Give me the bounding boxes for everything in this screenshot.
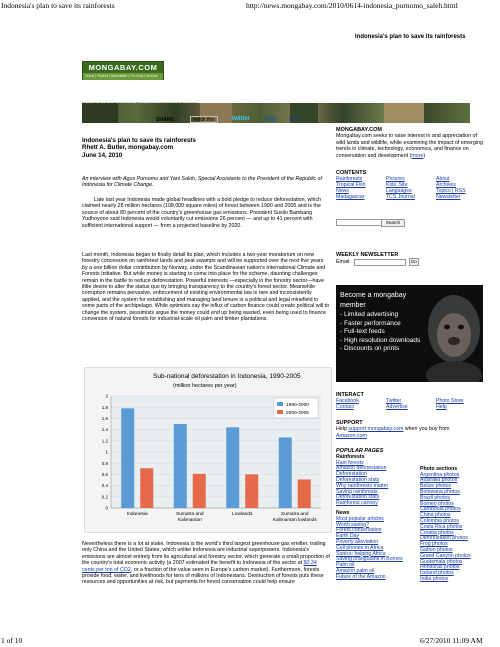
interact-link[interactable]: Help <box>436 404 447 411</box>
chart-title: Sub-national deforestation in Indonesia, 1990-2005 <box>153 373 301 380</box>
news-link[interactable]: Worth saving? <box>336 521 370 528</box>
photo-section-link[interactable]: Gabon photos <box>420 546 453 553</box>
ad-line: - Limited advertising <box>340 311 399 318</box>
interact-link[interactable]: Advertise <box>386 404 408 411</box>
x-category-label: Sumatra and <box>281 512 309 517</box>
sidebar-popular <box>336 449 486 583</box>
contents-link[interactable]: Archives <box>436 182 456 189</box>
header-title: Indonesia's plan to save its rainforests <box>355 34 466 40</box>
rainforest-link[interactable]: Why rainforests matter <box>336 482 389 489</box>
rainforest-link[interactable]: Deforestation stats <box>336 476 380 483</box>
rainforest-link[interactable]: Deforestation <box>336 471 367 478</box>
contents-link[interactable]: News <box>336 188 349 195</box>
popular-title: POPULAR PAGES <box>336 448 384 454</box>
photo-section-link[interactable]: Brazil photos <box>420 494 450 501</box>
photo-section-link[interactable]: Cambodia photos <box>420 506 461 513</box>
contents-link[interactable]: Rainforests <box>336 176 363 183</box>
member-ad[interactable] <box>336 285 483 382</box>
sidebar-support <box>336 420 486 439</box>
news-link[interactable]: Poverty alleviation <box>336 538 379 545</box>
article-header <box>82 137 330 159</box>
ad-line: - Faster performance <box>340 319 401 327</box>
interact-title: INTERACT <box>336 392 364 398</box>
reddit-button[interactable]: reddit this <box>190 116 218 123</box>
print-page-title: Indonesia's plan to save its rainforests <box>1 1 115 10</box>
y-tick-label: 1 <box>105 449 108 455</box>
y-tick-label: 0.6 <box>101 472 108 477</box>
about-text: Mongabay.com seeks to raise interest in and appreciation of wild lands and wildlife, while examining the impact of emerging trends in climate, technology, economics, and finance on conservation and development (more) <box>336 133 483 159</box>
y-tick-label: 0 <box>105 505 108 511</box>
rainforests-heading: Rainforests <box>336 453 365 460</box>
ad-line: - Full-text feeds <box>340 328 385 336</box>
print-timestamp: 6/27/2010 11:09 AM <box>420 636 483 645</box>
y-tick-label: 2 <box>105 393 108 399</box>
news-link[interactable]: Amazon palm oil <box>336 567 375 574</box>
carbon-price-link[interactable]: $0.34 cents per ton of CO2 <box>82 560 317 573</box>
newsletter-title: WEEKLY NEWSLETTER <box>336 252 399 258</box>
news-link[interactable]: Forest conservation <box>336 527 382 534</box>
y-tick-label: 0.4 <box>101 483 108 489</box>
photo-section-link[interactable]: Frog photos <box>420 541 448 548</box>
y-tick-label: 0.8 <box>101 460 108 466</box>
legend-swatch <box>277 402 283 406</box>
facebook-share-button[interactable]: f <box>181 116 183 122</box>
email-label: Email: <box>336 259 351 266</box>
rainforest-link[interactable]: Saving rainforests <box>336 488 378 495</box>
photo-section-link[interactable]: Argentina photos <box>420 471 460 478</box>
news-link[interactable]: Cell phones in Africa <box>336 544 384 551</box>
ad-line: - High resolution downloads <box>340 336 421 344</box>
interact-link[interactable]: Facebook <box>336 398 359 405</box>
logo-text: MONGABAY.COM <box>88 63 158 72</box>
contents-title: CONTENTS <box>336 170 367 176</box>
contents-link[interactable]: Kids' Site <box>386 182 408 189</box>
rainforest-link[interactable]: Amazon deforestation <box>336 465 387 472</box>
bar-1990-2000 <box>121 408 134 508</box>
ad-copy <box>340 291 430 354</box>
sidebar-interact <box>336 392 486 410</box>
news-link[interactable]: Earth Day <box>336 533 360 540</box>
photo-section-link[interactable]: China photos <box>420 512 451 519</box>
go-button[interactable]: Go <box>410 259 417 265</box>
interact-link[interactable]: Twitter <box>386 398 402 405</box>
amazon-link[interactable]: Amazon.com <box>336 432 367 439</box>
y-tick-label: 1.6 <box>101 416 108 421</box>
x-category-label: Lowlands <box>232 512 253 517</box>
photo-section-link[interactable]: Australia photos <box>420 477 458 484</box>
contents-link[interactable]: About <box>436 176 450 183</box>
share-label: SHARE: <box>156 117 176 123</box>
photo-section-link[interactable]: Grand Canyon photos <box>420 552 471 559</box>
support-text: Help support mongabay.com when you buy from <box>336 426 450 433</box>
news-link[interactable]: Sonics: helping Africa <box>336 550 386 557</box>
photo-section-link[interactable]: Croatia photos <box>420 529 454 536</box>
chart-svg <box>85 368 331 532</box>
rainforest-link[interactable]: Rain forests <box>336 459 364 466</box>
paragraph-3-text-b: , or a fraction of the value seen in Europe's carbon market). Furthermore, forests provide food, water, and livelihoods for tens of millions of Indonesians. Destruction of forests puts these resources and opportunities at risk, but payments for forest conservation could help ensure <box>82 566 324 586</box>
contents-link[interactable]: Pictures <box>386 176 405 183</box>
sidebar-contents <box>336 170 486 200</box>
article-paragraph-1: Late last year Indonesia made global headlines with a bold pledge to reduce deforestation, which claimed nearly 28 million hectares (108,000 square miles) of forest between 1990 and 2005 and is the source of about 80 percent of the country's greenhouse gas emissions. President Susilo Bambang Yudhoyono said Indonesia would voluntarily cut emissions 26 percent — and up to 41 percent with sufficient international support — from a projected baseline by 2020. <box>82 197 322 229</box>
y-tick-label: 1.2 <box>101 438 108 444</box>
print-button[interactable]: print <box>289 116 299 122</box>
y-tick-label: 1.4 <box>101 427 108 433</box>
email-field[interactable] <box>354 259 406 266</box>
photo-section-link[interactable]: Botswana photos <box>420 488 460 495</box>
contents-link[interactable]: Madagascar <box>336 194 365 201</box>
photo-section-link[interactable]: Colombia photos <box>420 517 459 524</box>
x-category-label: Kalimantan <box>177 518 202 523</box>
bar-2000-2005 <box>140 468 153 508</box>
article-byline: Rhett A. Butler, mongabay.com <box>82 144 174 152</box>
photo-section-link[interactable]: Deforestation photos <box>420 535 468 542</box>
rainforest-link[interactable]: Rainforest canopy <box>336 500 378 507</box>
interact-link[interactable]: Photo Store <box>436 398 464 405</box>
contents-link[interactable]: Tropical Fish <box>336 182 366 189</box>
photo-section-link[interactable]: Honduras photos <box>420 564 460 571</box>
digg-button[interactable]: digg <box>264 116 277 122</box>
popular-left-column <box>336 455 416 583</box>
rainforest-link[interactable]: Deforestation stats <box>336 494 380 501</box>
legend-swatch <box>277 410 283 414</box>
contents-link[interactable]: TCS Journal <box>386 194 415 201</box>
support-title: SUPPORT <box>336 420 363 426</box>
search-button[interactable]: Search <box>381 219 405 227</box>
bar-1990-2000 <box>279 437 292 508</box>
x-category-label: Indonesia <box>126 512 148 517</box>
x-category-label: Kalimantan lowlands <box>272 518 317 523</box>
primate-photo <box>424 285 483 382</box>
legend-label: 1990-2000 <box>286 403 309 408</box>
bar-2000-2005 <box>193 474 206 508</box>
sidebar-newsletter <box>336 252 486 266</box>
ad-line: Become a mongabay member <box>340 292 407 309</box>
article-intro: An interview with Agus Purnomo and Yani Saloh, Special Assistants to the President of the Republic of Indonesia for Climate Change. <box>82 176 322 189</box>
bar-2000-2005 <box>298 479 311 508</box>
article-headline: Indonesia's plan to save its rainforests <box>82 137 196 144</box>
y-tick-label: 1.8 <box>101 404 108 410</box>
photo-sections-heading: Photo sections <box>420 465 458 472</box>
contents-link[interactable]: Topics | RSS <box>436 188 466 195</box>
article-date: June 14, 2010 <box>82 151 123 159</box>
ad-line: - Discounts on prints <box>340 345 400 353</box>
news-heading: News <box>336 509 350 516</box>
legend-label: 2000-2005 <box>286 411 309 416</box>
contents-grid <box>336 176 486 200</box>
photo-section-link[interactable]: Belize photos <box>420 483 452 490</box>
bar-2000-2005 <box>245 474 258 508</box>
photo-section-link[interactable]: Iceland photos <box>420 570 454 577</box>
article-paragraph-3 <box>82 541 330 586</box>
y-tick-label: 0.2 <box>101 494 108 500</box>
photo-section-link[interactable]: Borneo photos <box>420 500 454 507</box>
x-category-label: Sumatra and <box>176 512 204 517</box>
news-link[interactable]: Saving orangutans in Borneo <box>336 556 403 563</box>
photo-links <box>420 473 486 583</box>
photo-section-link[interactable]: India photos <box>420 575 449 582</box>
contents-link[interactable]: Languages <box>386 188 412 195</box>
news-links <box>336 517 416 581</box>
contents-link[interactable]: Newsletter <box>436 194 461 201</box>
photo-section-link[interactable]: Guatemala photos <box>420 558 463 565</box>
logo-nav[interactable]: Home | Photos | Newsletter | For Kids | Archive <box>83 73 163 80</box>
popular-right-column <box>420 467 486 583</box>
paragraph-3-text-a: Nevertheless there is a lot at stake. Indonesia is the world's third largest greenhouse gas emitter, trailing only China and the United States, which unlike Indonesia are industrial superpowers. Indonesia's emissions are almost entirely from its agricultural and forestry sector, which generate a small proportion of the country's total economic activity (a 2007 estimated the benefit to Indonesia of the sector at <box>82 541 330 567</box>
sidebar-about <box>336 127 486 159</box>
about-title: MONGABAY.COM <box>336 127 382 133</box>
interact-link[interactable]: Contact <box>336 404 354 411</box>
support-link[interactable]: support mongabay.com <box>348 426 404 433</box>
print-url: http://news.mongabay.com/2010/0614-indonesia_purnomo_saleh.html <box>246 1 458 10</box>
about-more-link[interactable]: more <box>411 152 424 159</box>
news-link[interactable]: Most popular articles <box>336 515 384 522</box>
rainforest-links <box>336 461 416 507</box>
news-link[interactable]: Palm oil <box>336 562 355 569</box>
article-paragraph-2: Last month, Indonesia began to finally detail its plan, which includes a two-year moratorium on new forestry concession on rainforest lands and peat swamps and will be supported over the next five years by a one billion dollar contribution by Norway, under the Scandinavian nation's International Climate and Forests Initiative. But while money is starting to come into place for the scheme, daunting challenges remain in the battle to reduce deforestation. Powerful interests —especially in the forestry sector—have little desire to alter the status quo by bringing transparency to the country's forest sector. Meanwhile corruption remains pervasive, enforcement of existing environmental law is rare and inconsistently applied, and the system for establishing and managing land tenure is a political and legal minefield in some parts of the archipelago. While optimists say the influx of carbon finance could create political will to change the system, pessimists argue the money could end up being wasted, even being used to finance conversion of natural forests for industrial-scale oil palm and timber plantations. <box>82 252 330 323</box>
chart-subtitle: (million hectares per year) <box>173 383 237 389</box>
bar-1990-2000 <box>226 427 239 508</box>
mongabay-logo[interactable] <box>82 61 164 80</box>
interact-grid <box>336 398 486 410</box>
news-link[interactable]: Future of the Amazon <box>336 573 386 580</box>
twitter-button[interactable]: twitter <box>232 116 250 122</box>
photo-section-link[interactable]: Costa Rica photos <box>420 523 463 530</box>
page-counter: 1 of 10 <box>1 636 23 645</box>
deforestation-chart <box>84 367 332 533</box>
bar-1990-2000 <box>174 424 187 508</box>
